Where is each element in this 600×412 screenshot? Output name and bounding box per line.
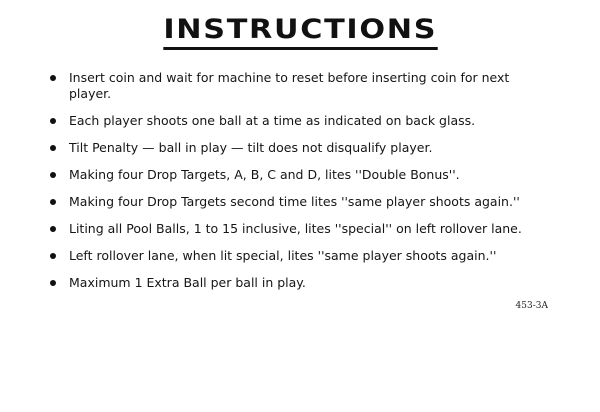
instruction-item — [50, 70, 550, 102]
instruction-text: Left rollover lane, when lit special, lites ''same player shoots again.'' — [69, 248, 497, 263]
title-container — [0, 14, 600, 50]
instruction-text: Making four Drop Targets, A, B, C and D, lites ''Double Bonus''. — [69, 167, 460, 182]
bullet-icon — [50, 172, 56, 178]
card-title: INSTRUCTIONS — [163, 14, 437, 50]
bullet-icon — [50, 253, 56, 259]
bullet-icon — [50, 199, 56, 205]
card-code: 453-3A — [515, 301, 548, 311]
instruction-item — [50, 248, 550, 264]
bullet-icon — [50, 75, 56, 81]
instruction-text: Making four Drop Targets second time lites ''same player shoots again.'' — [69, 194, 520, 209]
instruction-item — [50, 140, 550, 156]
instruction-item — [50, 194, 550, 210]
instruction-item — [50, 167, 550, 183]
bullet-icon — [50, 226, 56, 232]
instruction-text: Each player shoots one ball at a time as indicated on back glass. — [69, 113, 476, 128]
instruction-list — [50, 70, 550, 302]
instruction-text: Maximum 1 Extra Ball per ball in play. — [69, 275, 306, 290]
instruction-text: Liting all Pool Balls, 1 to 15 inclusive, lites ''special'' on left rollover lane. — [69, 221, 522, 236]
instruction-text: Insert coin and wait for machine to reset before inserting coin for next player. — [69, 70, 510, 101]
bullet-icon — [50, 280, 56, 286]
instruction-item — [50, 221, 550, 237]
bullet-icon — [50, 145, 56, 151]
instruction-item — [50, 275, 550, 291]
instruction-text: Tilt Penalty — ball in play — tilt does not disqualify player. — [69, 140, 433, 155]
instruction-item — [50, 113, 550, 129]
bullet-icon — [50, 118, 56, 124]
